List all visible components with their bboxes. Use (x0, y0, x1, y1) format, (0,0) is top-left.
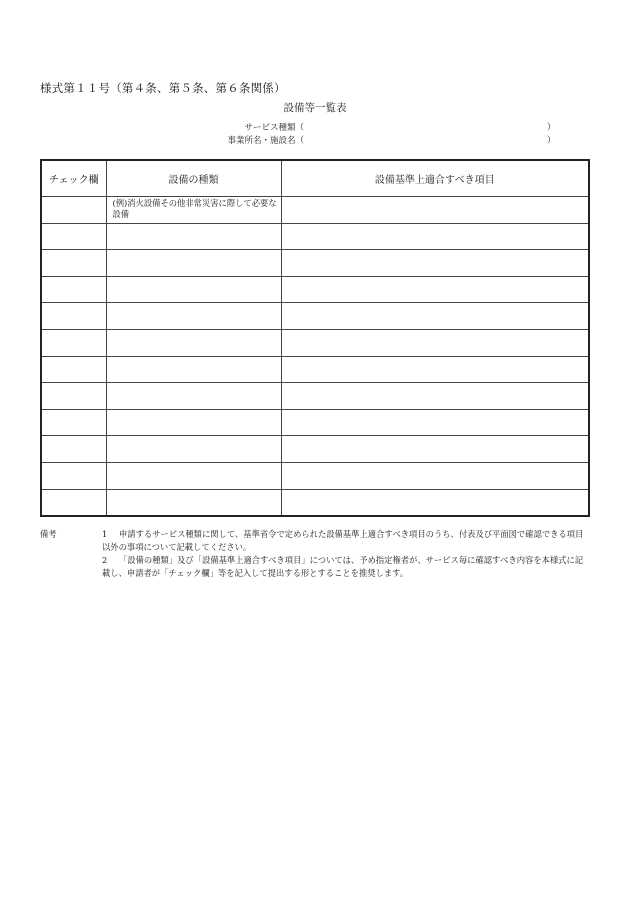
form-number: 様式第１１号（第４条、第５条、第６条関係） (40, 81, 286, 95)
equipment-kind-cell[interactable] (106, 250, 281, 277)
table-row (41, 356, 589, 383)
note-number: 1 (102, 529, 108, 539)
check-cell[interactable] (41, 329, 106, 356)
required-item-cell[interactable] (281, 409, 589, 436)
equipment-table (40, 159, 590, 517)
service-type-close-paren: ） (547, 123, 556, 133)
header-equipment-kind: 設備の種類 (106, 160, 281, 197)
header-check-column: チェック欄 (41, 160, 106, 197)
table-row (41, 462, 589, 489)
equipment-kind-cell[interactable] (106, 489, 281, 516)
required-item-cell[interactable] (281, 462, 589, 489)
required-item-cell[interactable] (281, 276, 589, 303)
facility-name-close-paren: ） (547, 136, 556, 146)
check-cell[interactable] (41, 303, 106, 330)
check-cell[interactable] (41, 356, 106, 383)
required-item-cell[interactable] (281, 197, 589, 224)
equipment-kind-cell[interactable] (106, 303, 281, 330)
note-item (102, 528, 588, 554)
equipment-kind-cell[interactable] (106, 409, 281, 436)
equipment-kind-cell[interactable] (106, 276, 281, 303)
table-row (41, 197, 589, 224)
note-item (102, 554, 588, 580)
equipment-kind-cell[interactable] (106, 223, 281, 250)
check-cell[interactable] (41, 489, 106, 516)
equipment-kind-cell[interactable] (106, 329, 281, 356)
required-item-cell[interactable] (281, 250, 589, 277)
check-cell[interactable] (41, 223, 106, 250)
required-item-cell[interactable] (281, 489, 589, 516)
table-row (41, 223, 589, 250)
table-header-row (41, 160, 589, 197)
equipment-kind-cell[interactable] (106, 197, 281, 224)
service-type-label: サービス種類（ (244, 123, 304, 133)
note-text: 「設備の種類」及び「設備基準上適合すべき項目」については、予め指定権者が、サービス毎に確認すべき内容を本様式に記載し、申請者が「チェック欄」等を記入して提出する形とすることを推奨します。 (102, 555, 584, 578)
table-row (41, 276, 589, 303)
table-row (41, 250, 589, 277)
required-item-cell[interactable] (281, 436, 589, 463)
example-equipment-text: (例)消火設備その他非常災害に際して必要な設備 (112, 198, 277, 219)
table-row (41, 303, 589, 330)
table-row (41, 329, 589, 356)
service-type-row (0, 121, 630, 133)
table-row (41, 489, 589, 516)
note-text: 申請するサービス種類に関して、基準省令で定められた設備基準上適合すべき項目のうち、付表及び平面図で確認できる項目以外の事項について記載してください。 (102, 529, 584, 552)
equipment-kind-cell[interactable] (106, 436, 281, 463)
check-cell[interactable] (41, 409, 106, 436)
facility-name-row (0, 134, 630, 146)
table-row (41, 383, 589, 410)
check-cell[interactable] (41, 276, 106, 303)
required-item-cell[interactable] (281, 383, 589, 410)
check-cell[interactable] (41, 197, 106, 224)
note-number: 2 (102, 555, 108, 565)
facility-name-label: 事業所名・施設名（ (227, 136, 304, 146)
notes-label: 備考 (40, 529, 57, 539)
check-cell[interactable] (41, 383, 106, 410)
equipment-kind-cell[interactable] (106, 356, 281, 383)
table-row (41, 436, 589, 463)
header-required-items: 設備基準上適合すべき項目 (281, 160, 589, 197)
check-cell[interactable] (41, 250, 106, 277)
document-title: 設備等一覧表 (283, 102, 347, 114)
table-row (41, 409, 589, 436)
required-item-cell[interactable] (281, 303, 589, 330)
required-item-cell[interactable] (281, 356, 589, 383)
required-item-cell[interactable] (281, 329, 589, 356)
check-cell[interactable] (41, 436, 106, 463)
required-item-cell[interactable] (281, 223, 589, 250)
check-cell[interactable] (41, 462, 106, 489)
equipment-kind-cell[interactable] (106, 462, 281, 489)
equipment-kind-cell[interactable] (106, 383, 281, 410)
